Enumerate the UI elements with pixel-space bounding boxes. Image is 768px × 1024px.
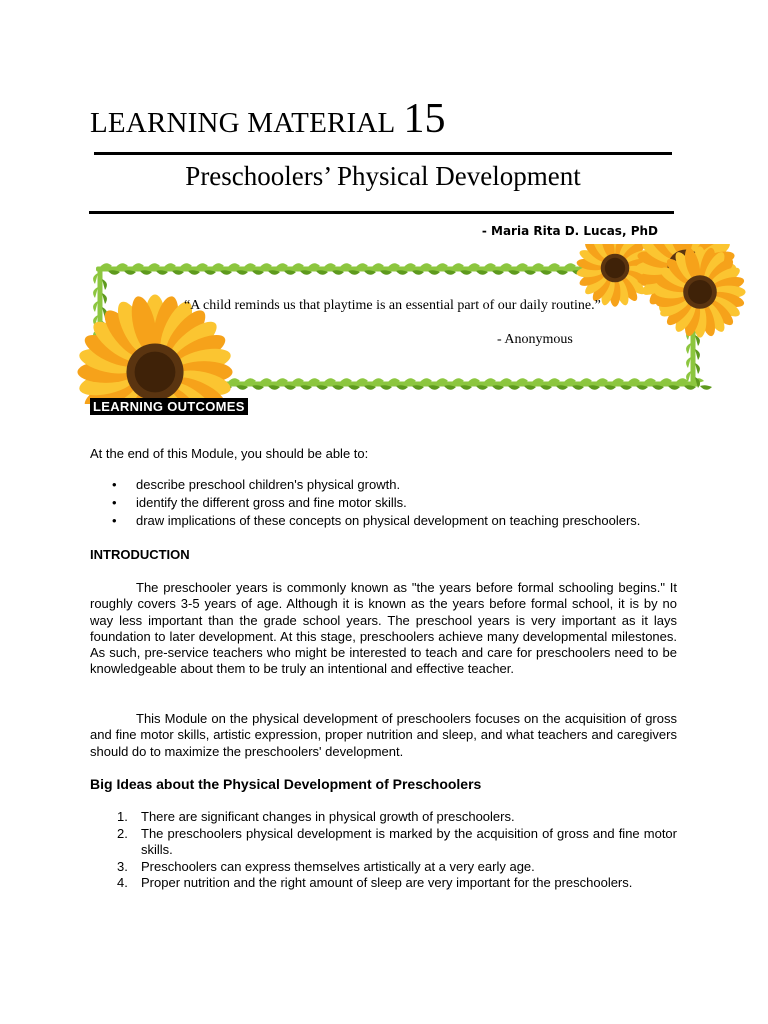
big-ideas-list: [117, 809, 677, 892]
outcomes-list: [112, 476, 640, 530]
learning-outcomes-heading: LEARNING OUTCOMES: [90, 398, 248, 415]
page-title: [90, 98, 445, 140]
title-number: 15: [403, 96, 446, 142]
item-text: There are significant changes in physical growth of preschoolers.: [141, 809, 515, 824]
list-item: [117, 826, 677, 859]
list-item: • draw implications of these concepts on physical development on teaching preschoolers.: [112, 512, 640, 530]
title-rule-top: [94, 152, 672, 155]
title-rule-bottom: [89, 211, 674, 214]
sunflower-vine-frame: [0, 244, 768, 404]
item-number: 2.: [117, 825, 128, 841]
item-text: The preschoolers physical development is marked by the acquisition of gross and fine motor skills.: [141, 825, 677, 857]
list-item: [117, 859, 677, 876]
item-text: Proper nutrition and the right amount of sleep are very important for the preschoolers.: [141, 875, 633, 890]
quote-text: “A child reminds us that playtime is an essential part of our daily routine.”: [184, 298, 601, 313]
list-item: • describe preschool children's physical growth.: [112, 476, 640, 494]
author-line: - Maria Rita D. Lucas, PhD: [481, 224, 658, 238]
page-subtitle: Preschoolers’ Physical Development: [185, 161, 581, 191]
introduction-paragraph: The preschooler years is commonly known as "the years before formal schooling begins." It roughly covers 3-5 years of age. Although it is known as the years before formal school, it is by no way less important than the grade school years. The preschool years is very important as it lays foundation to later development. At this stage, preschoolers achieve many developmental milestones. As such, pre-service teachers who might be interested to teach and care for preschoolers need to be knowledgeable about them to be truly an intentional and effective teacher.: [90, 580, 677, 677]
outcomes-intro: At the end of this Module, you should be able to:: [90, 446, 369, 461]
introduction-heading: INTRODUCTION: [90, 547, 190, 562]
item-number: 3.: [117, 858, 128, 874]
quote-attribution: - Anonymous: [497, 332, 573, 347]
list-item: [117, 809, 677, 826]
list-item: • identify the different gross and fine motor skills.: [112, 494, 640, 512]
item-text: Preschoolers can express themselves artistically at a very early age.: [141, 858, 535, 874]
sunflower-icon: [654, 246, 745, 337]
item-number: 4.: [117, 875, 128, 890]
introduction-paragraph: This Module on the physical development of preschoolers focuses on the acquisition of gross and fine motor skills, artistic expression, proper nutrition and sleep, and what teachers and caregivers should do to maximize the preschoolers' development.: [90, 711, 677, 759]
big-ideas-heading: Big Ideas about the Physical Development of Preschoolers: [90, 776, 482, 792]
title-text: LEARNING MATERIAL: [90, 107, 396, 139]
list-item: [117, 875, 677, 892]
item-number: 1.: [117, 809, 128, 824]
